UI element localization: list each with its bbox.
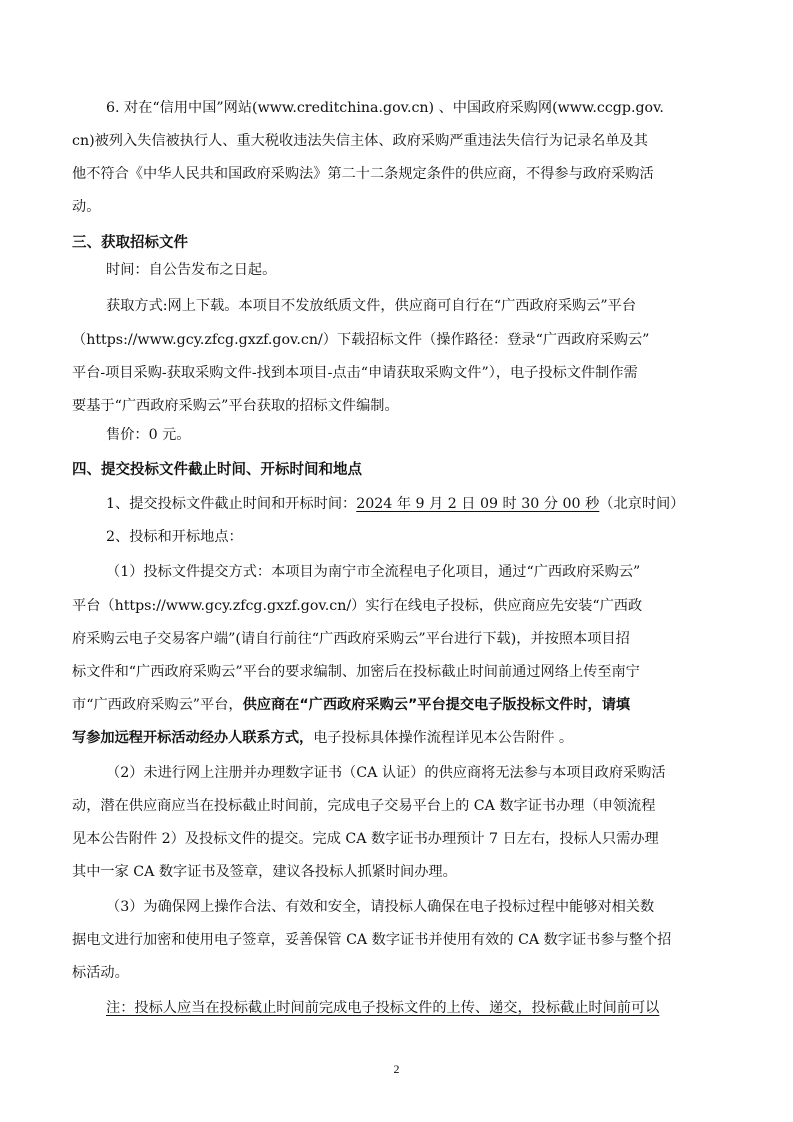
sub-1-line-5-bold: 供应商在“广西政府采购云”平台提交电子版投标文件时，请填 <box>242 697 631 713</box>
sub-2-line-1: （2）未进行网上注册并办理数字证书（CA 认证）的供应商将无法参与本项目政府采购活 <box>106 765 666 781</box>
page-number: 2 <box>393 1062 400 1076</box>
method-line-3: 平台-项目采购-获取采购文件-找到本项目-点击“申请获取采购文件”），电子投标文件制作需 <box>72 365 638 381</box>
sub-1-line-6-bold: 写参加远程开标活动经办人联系方式， <box>72 730 314 746</box>
paragraph-6-line-2: cn)被列入失信被执行人、重大税收违法失信主体、政府采购严重违法失信行为记录名单及其 <box>72 133 648 149</box>
sub-3-line-3: 标活动。 <box>72 965 129 981</box>
method-line-1: 获取方式:网上下载。本项目不发放纸质文件，供应商可自行在“广西政府采购云”平台 <box>106 298 637 314</box>
sub-1-line-3: 府采购云电子交易客户端”(请自行前往“广西政府采购云”平台进行下载)，并按照本项目招 <box>72 631 630 647</box>
sub-1-line-6-normal: 电子投标具体操作流程详见本公告附件 。 <box>313 730 574 746</box>
sub-1-line-2: 平台（https://www.gcy.zfcg.gxzf.gov.cn/）实行在线电子投标，供应商应先安装“广西政 <box>72 598 643 614</box>
method-line-2: （https://www.gcy.zfcg.gxzf.gov.cn/）下载招标文件（操作路径：登录“广西政府采购云” <box>72 332 650 348</box>
sub-2-line-3: 见本公告附件 2）及投标文件的提交。完成 CA 数字证书办理预计 7 日左右，投标人只需办理 <box>72 831 659 847</box>
note-text: 注：投标人应当在投标截止时间前完成电子投标文件的上传、递交，投标截止时间前可以 <box>106 1000 660 1016</box>
section-4-heading: 四、提交投标文件截止时间、开标时间和地点 <box>72 462 362 478</box>
price-text: 售价：0 元。 <box>106 427 191 443</box>
sub-3-line-2: 据电文进行加密和使用电子签章，妥善保管 CA 数字证书并使用有效的 CA 数字证书参与整个招 <box>72 932 672 948</box>
paragraph-6-line-4: 动。 <box>72 199 101 215</box>
sub-1-line-6 <box>72 728 573 748</box>
time-text: 时间：自公告发布之日起。 <box>106 262 277 278</box>
section-3-heading: 三、获取招标文件 <box>72 235 188 251</box>
sub-1-line-5 <box>72 695 630 715</box>
paragraph-6-line-3: 他不符合《中华人民共和国政府采购法》第二十二条规定条件的供应商，不得参与政府采购活 <box>72 166 654 182</box>
sub-1-line-1: （1）投标文件提交方式：本项目为南宁市全流程电子化项目，通过“广西政府采购云” <box>106 564 641 580</box>
method-line-4: 要基于“广西政府采购云”平台获取的招标文件编制。 <box>72 398 399 414</box>
item-1 <box>106 494 684 514</box>
sub-1-line-5-normal: 市“广西政府采购云”平台， <box>72 697 243 713</box>
sub-3-line-1: （3）为确保网上操作合法、有效和安全，请投标人确保在电子投标过程中能够对相关数 <box>106 899 655 915</box>
item-1-prefix: 1、提交投标文件截止时间和开标时间： <box>106 496 357 512</box>
sub-2-line-4: 其中一家 CA 数字证书及签章，建议各投标人抓紧时间办理。 <box>72 864 457 880</box>
sub-2-line-2: 动，潜在供应商应当在投标截止时间前，完成电子交易平台上的 CA 数字证书办理（申领流程 <box>72 798 656 814</box>
item-2: 2、投标和开标地点： <box>106 529 243 545</box>
sub-1-line-4: 标文件和“广西政府采购云”平台的要求编制、加密后在投标截止时间前通过网络上传至南宁 <box>72 664 640 680</box>
paragraph-6-line-1: 6. 对在“信用中国”网站(www.creditchina.gov.cn) 、中国政府采购网(www.ccgp.gov. <box>106 100 664 116</box>
item-1-suffix: （北京时间） <box>599 496 685 512</box>
deadline-date: 2024 年 9 月 2 日 09 时 30 分 00 秒 <box>356 496 600 512</box>
